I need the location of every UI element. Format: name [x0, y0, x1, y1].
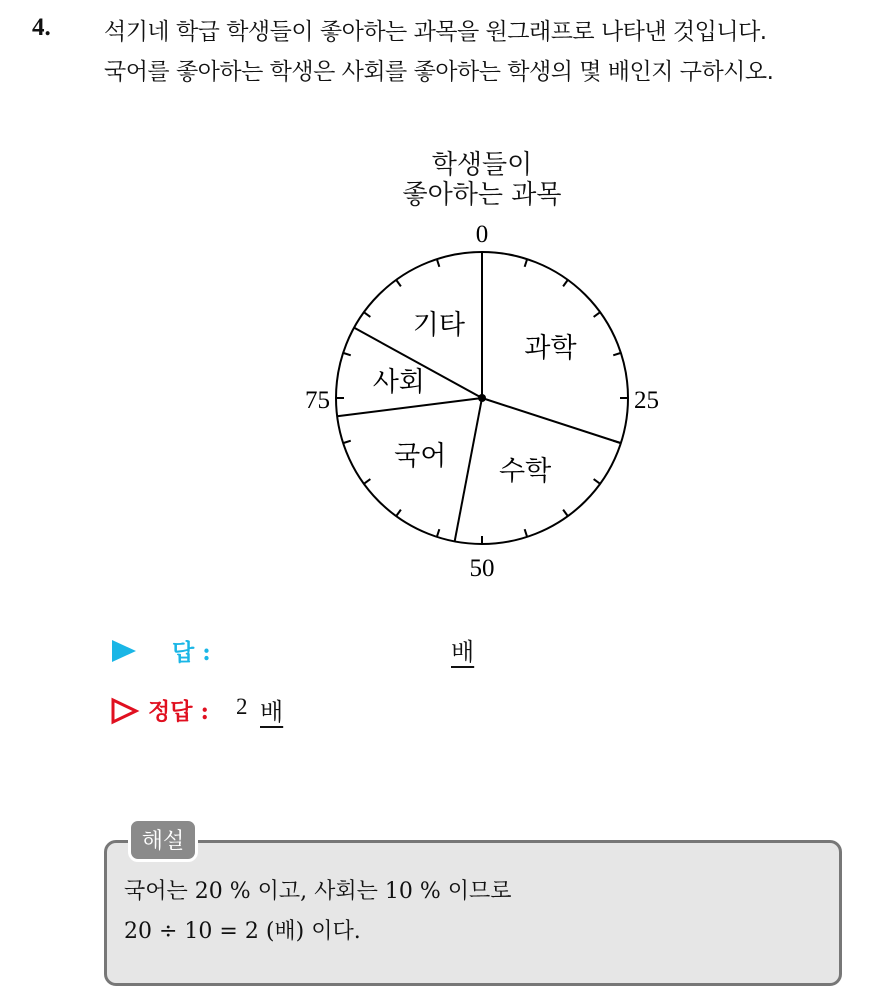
- pie-center-dot: [478, 394, 486, 402]
- question-line-2: 국어를 좋아하는 학생은 사회를 좋아하는 학생의 몇 배인지 구하시오.: [104, 59, 774, 85]
- pie-slice-label: 기타: [412, 310, 465, 342]
- pie-divider: [337, 398, 482, 416]
- pie-slice-label: 수학: [499, 455, 552, 487]
- question-number: 4.: [32, 14, 51, 41]
- pie-tick: [594, 479, 600, 484]
- answer-unit: 배: [451, 638, 475, 666]
- pie-tick: [396, 510, 401, 516]
- pie-tick: [613, 353, 621, 355]
- correct-arrow-icon: [110, 697, 140, 725]
- correct-label: 정답 :: [148, 698, 209, 725]
- pie-tick: [594, 312, 600, 317]
- pie-slice-label: 사회: [372, 367, 425, 399]
- pie-tick: [525, 529, 527, 537]
- pie-scale-label: 50: [469, 555, 495, 582]
- pie-tick: [563, 280, 568, 286]
- pie-tick: [437, 529, 439, 537]
- chart-title-line-1: 학생들이: [431, 150, 533, 180]
- answer-arrow-icon: [110, 638, 140, 664]
- pie-tick: [563, 510, 568, 516]
- explanation-line-1: 국어는 20 % 이고, 사회는 10 % 이므로: [124, 879, 512, 904]
- pie-divider: [482, 398, 621, 443]
- chart-title-line-2: 좋아하는 과목: [402, 180, 562, 210]
- explanation-text: [124, 872, 512, 952]
- correct-value: 2: [236, 694, 248, 719]
- pie-slice-label: 국어: [394, 440, 447, 472]
- question-line-1: 석기네 학급 학생들이 좋아하는 과목을 원그래프로 나타낸 것입니다.: [104, 19, 767, 45]
- pie-tick: [364, 479, 370, 484]
- pie-slice-label: 과학: [524, 333, 577, 365]
- pie-scale-label: 75: [305, 387, 330, 414]
- pie-tick: [364, 312, 370, 317]
- pie-tick: [437, 259, 439, 267]
- answer-label: 답 :: [172, 639, 211, 666]
- pie-tick: [396, 280, 401, 286]
- pie-divider: [455, 398, 482, 541]
- explanation-tag: 해설: [128, 818, 198, 862]
- correct-unit: 배: [260, 698, 284, 726]
- pie-tick: [525, 259, 527, 267]
- pie-tick: [343, 353, 351, 355]
- pie-tick: [343, 441, 351, 443]
- pie-scale-label: 25: [634, 387, 659, 414]
- explanation-line-2: 20 ÷ 10 = 2 (배) 이다.: [124, 919, 361, 944]
- pie-scale-label: 0: [475, 221, 489, 248]
